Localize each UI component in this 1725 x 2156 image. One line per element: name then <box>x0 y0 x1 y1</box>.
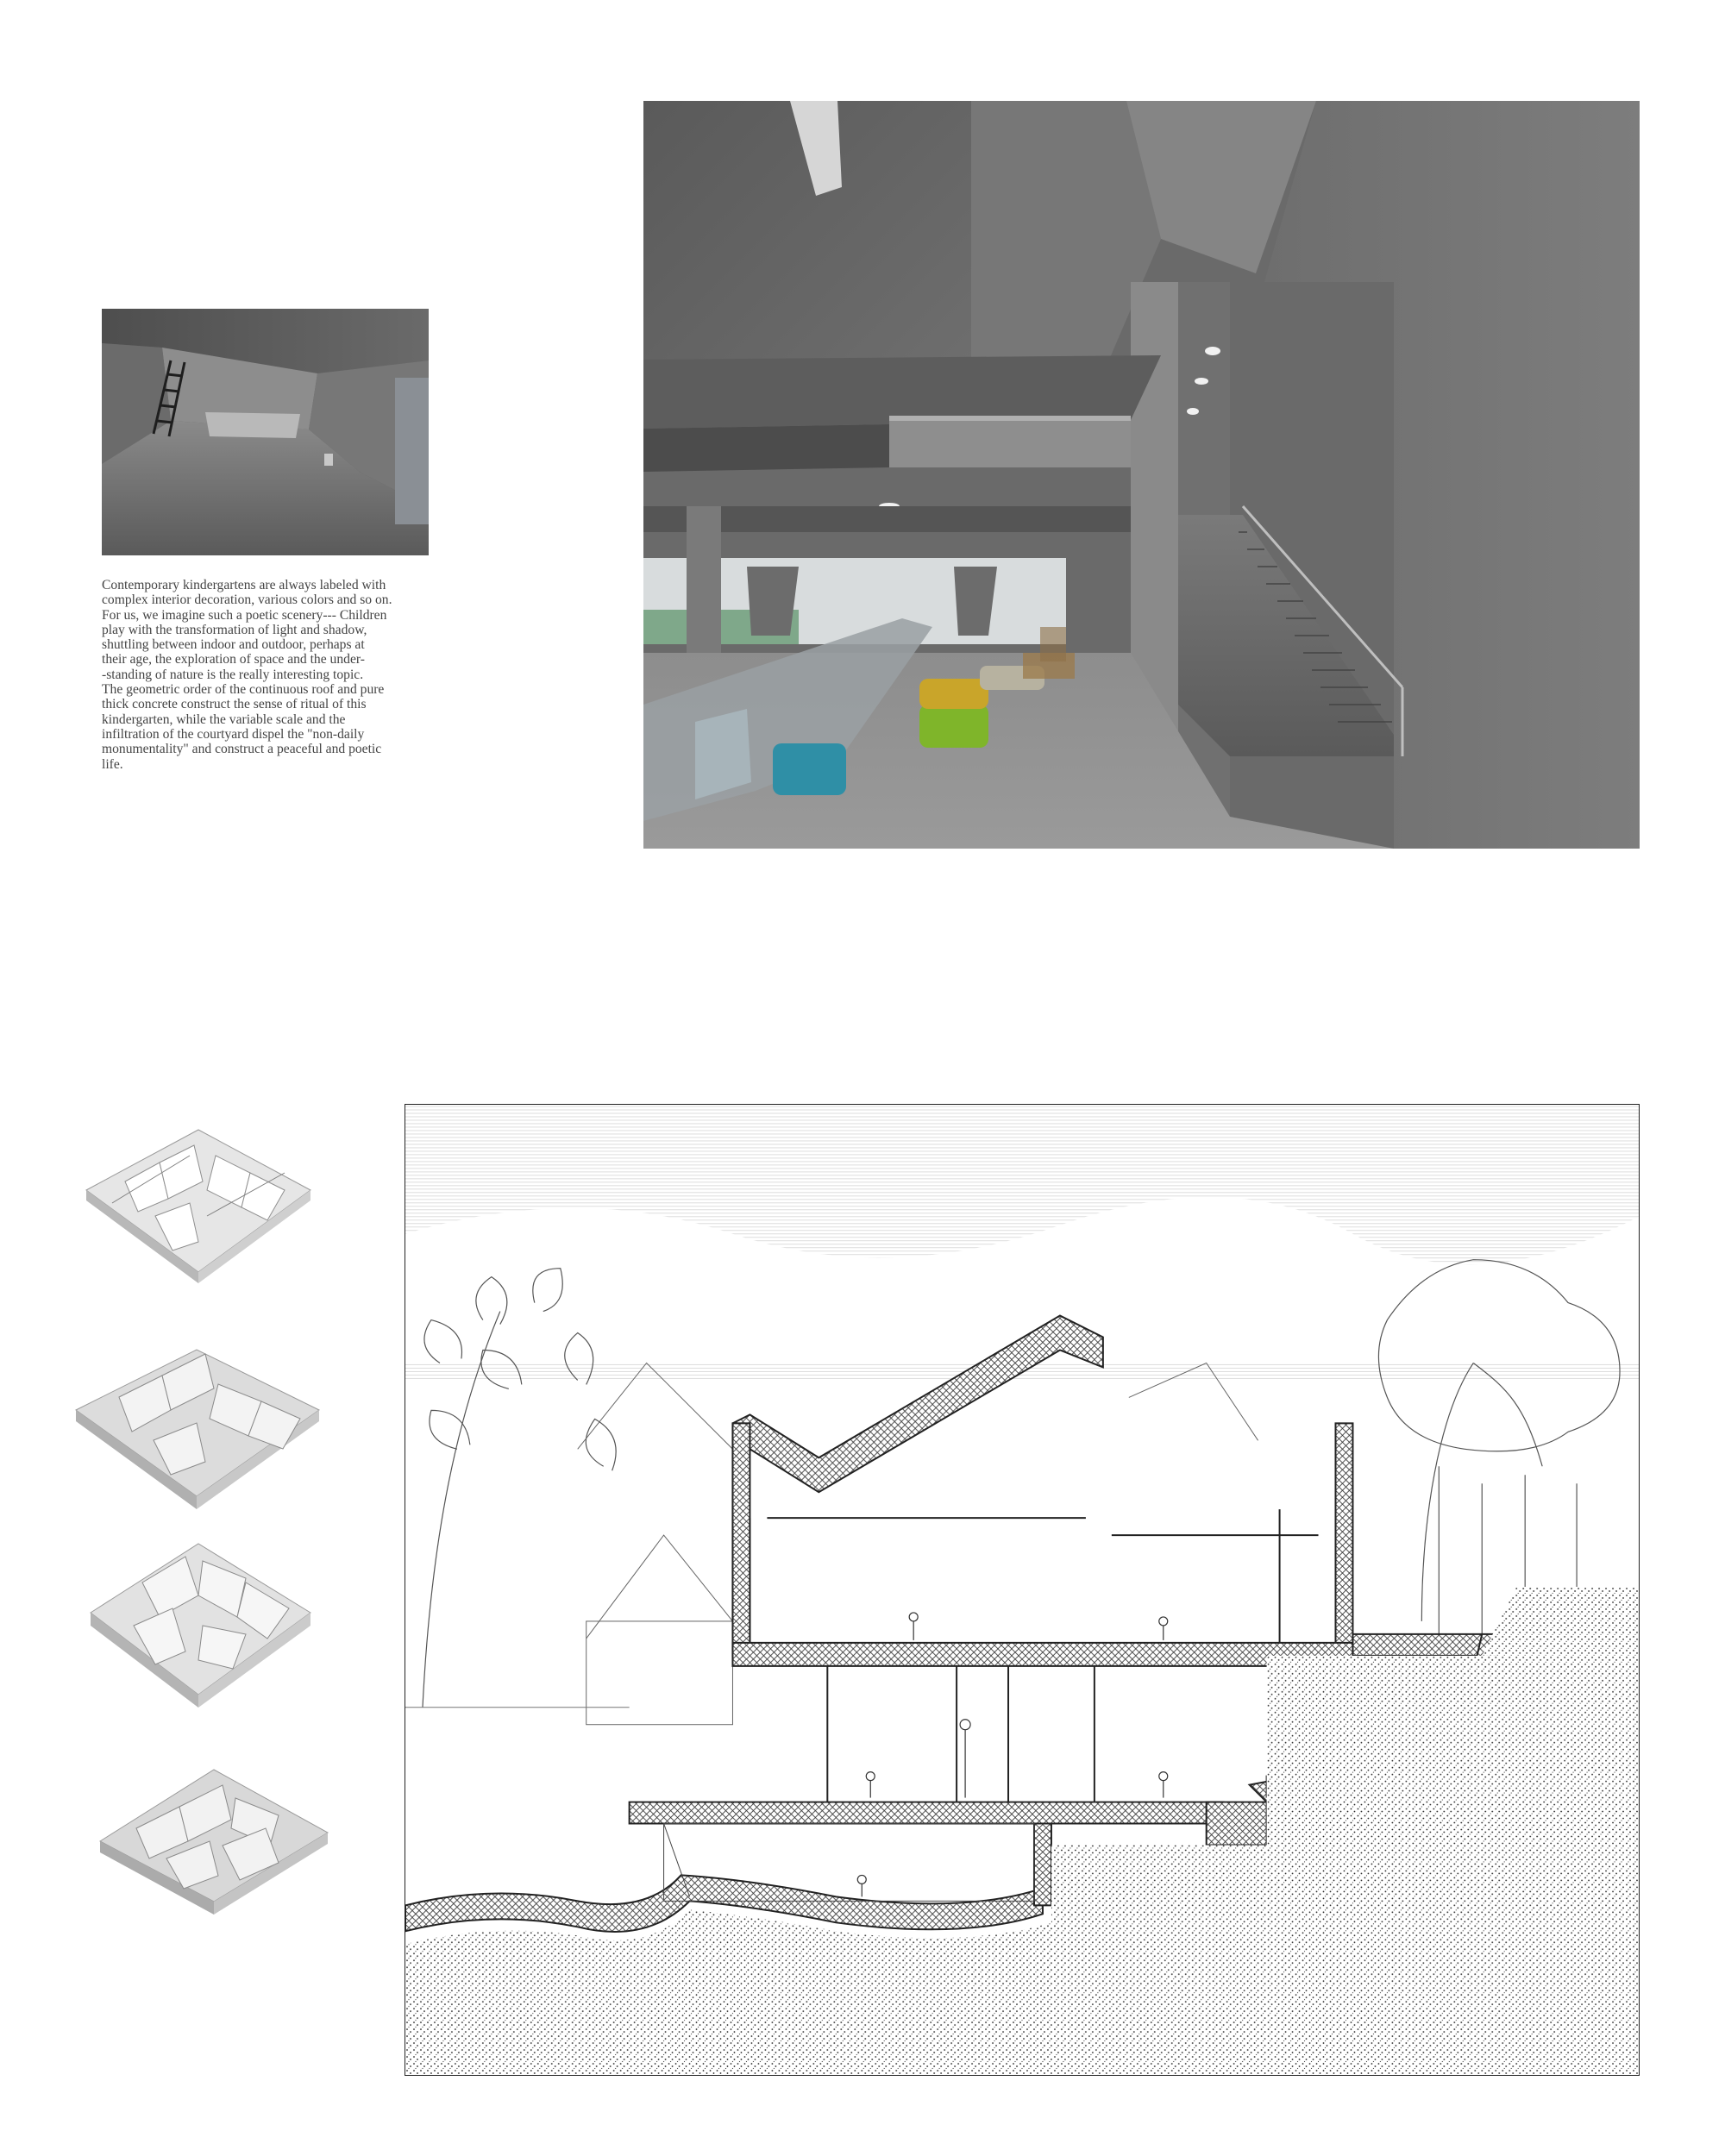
massing-model-2 <box>67 1337 328 1509</box>
description-line: their age, the exploration of space and the under- <box>102 652 365 667</box>
project-description <box>102 578 435 772</box>
small-interior-render <box>102 309 429 555</box>
massing-model-4 <box>93 1759 335 1915</box>
description-line: shuttling between indoor and outdoor, perhaps at <box>102 637 365 653</box>
massing-model-3 <box>82 1531 319 1708</box>
description-line: complex interior decoration, various colors and so on. <box>102 592 392 608</box>
description-line: Contemporary kindergartens are always labeled with <box>102 578 386 592</box>
main-interior-render <box>643 101 1640 849</box>
description-line: kindergarten, while the variable scale and the <box>102 711 346 727</box>
description-line: The geometric order of the continuous roof and pure <box>102 682 385 698</box>
massing-model-1 <box>78 1121 317 1283</box>
building-section-drawing <box>405 1104 1640 2076</box>
description-line: life. <box>102 756 123 772</box>
description-line: monumentality" and construct a peaceful and poetic <box>102 742 382 757</box>
description-line: play with the transformation of light and shadow, <box>102 622 367 637</box>
description-line: infiltration of the courtyard dispel the "non-daily <box>102 726 365 742</box>
description-line: thick concrete construct the sense of ritual of this <box>102 697 367 712</box>
description-line: -standing of nature is the really interesting topic. <box>102 667 364 682</box>
description-line: For us, we imagine such a poetic scenery--- Children <box>102 607 387 623</box>
